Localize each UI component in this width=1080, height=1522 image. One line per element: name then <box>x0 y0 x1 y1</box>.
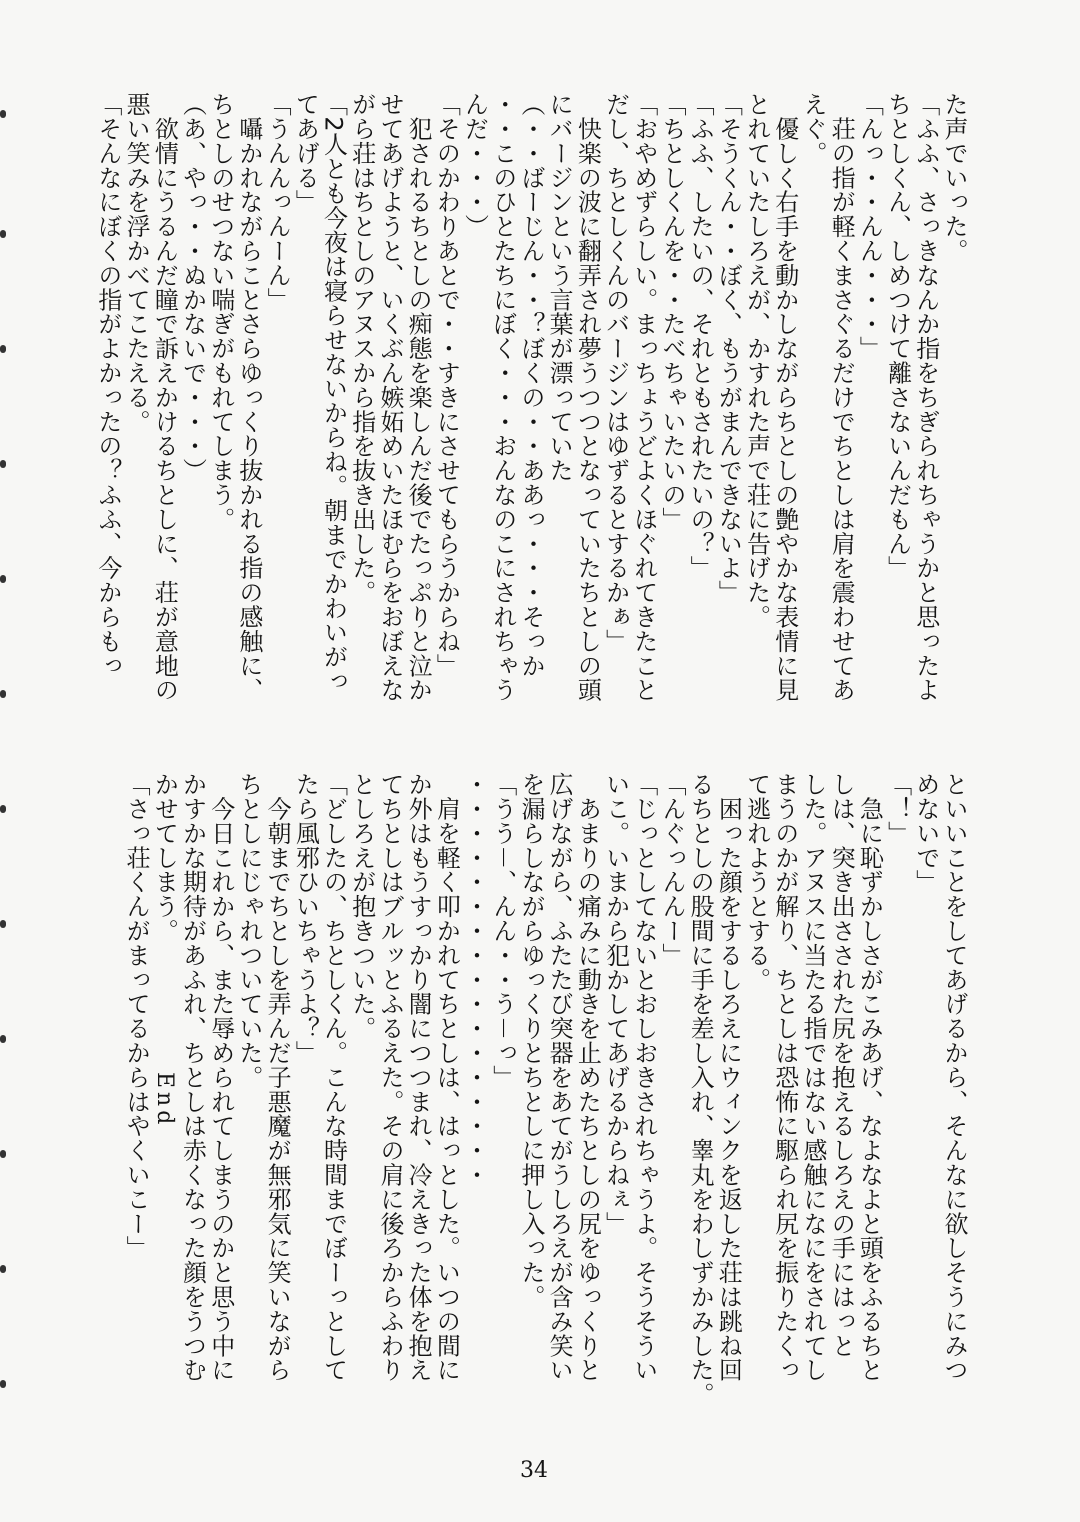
binding-hole <box>0 1265 6 1273</box>
text-column: 犯されるちとしの痴態を楽しんだ後でたっぷりと泣か <box>404 92 433 702</box>
text-column: 快楽の波に翻弄され夢うつつとなっていたちとしの頭 <box>573 92 602 702</box>
text-column: 「んぐっんんー」 <box>657 772 686 968</box>
binding-hole <box>0 110 6 118</box>
text-column: ちとしくん、しめつけて離さないんだもん」 <box>883 92 912 580</box>
text-column: 「！」 <box>883 772 912 846</box>
text-column: あまりの痛みに動きを止めたちとしの尻をゆっくりと <box>573 772 602 1382</box>
text-column: せてあげようと、いくぶん嫉妬めいたほむらをおぼえな <box>375 92 404 702</box>
binding-hole <box>0 920 6 928</box>
text-column: 「2人とも今夜は寝らせないからね。朝までかわいがっ <box>319 92 348 694</box>
binding-hole <box>0 1035 6 1043</box>
text-column: ちとしにじゃれついていた。 <box>234 772 263 1090</box>
text-column: てちとしはブルッとふるえた。その肩に後ろからふわり <box>375 772 404 1382</box>
text-column: かせてしまう。 <box>150 772 179 943</box>
story-text-lower-block <box>122 772 968 1422</box>
end-mark: End <box>152 1072 177 1129</box>
text-column: 広げながら、ふたたび突器をあてがうしろえが含み笑い <box>545 772 574 1382</box>
text-column: 「んっ・・んん・・・」 <box>855 92 884 361</box>
text-column: えぐ。 <box>798 92 827 166</box>
text-column: 今日これから、また辱められてしまうのかと思う中に <box>206 772 235 1382</box>
binding-hole <box>0 805 6 813</box>
page-number: 34 <box>520 1458 548 1483</box>
text-column: にバージンという言葉が漂っていた <box>545 92 574 483</box>
text-column: （・・ばーじん・・？ぼくの・・ああっ・・・そっか <box>516 92 545 678</box>
text-column: （あ、やっ・・ぬかないで・・・） <box>178 92 207 483</box>
text-column: 困った顔をするしろえにウィンクを返した荘は跳ね回 <box>714 772 743 1382</box>
text-column: 欲情にうるんだ瞳で訴えかけるちとしに、荘が意地の <box>150 92 179 702</box>
text-column: としろえが抱きついた。 <box>347 772 376 1041</box>
text-column: 肩を軽く叩かれてちとしは、はっとした。いつの間に <box>432 772 461 1382</box>
text-column: 「そのかわりあとで・・すきにさせてもらうからね」 <box>432 92 461 678</box>
text-column: 「そうくん・・ぼく、もうがまんできないよ」 <box>714 92 743 605</box>
text-column: か外はもうすっかり闇につつまれ、冷えきった体を抱え <box>404 772 433 1382</box>
text-column: まうのかが解り、ちとしは恐怖に駆られ尻を振りたくっ <box>770 772 799 1382</box>
text-column: 荘の指が軽くまさぐるだけでちとしは肩を震わせてあ <box>827 92 856 702</box>
text-column: 「さっ荘くんがまってるからはやくいこー」 <box>122 772 151 1260</box>
text-column: 「そんなにぼくの指がよかったの？ふふ、今からもっ <box>93 92 122 678</box>
text-column: かすかな期待があふれ、ちとしは赤くなった顔をうつむ <box>178 772 207 1382</box>
text-column: 「うんんっんーん」 <box>263 92 292 312</box>
text-column: しは、突き出さされた尻を抱えるしろえの手にはっと <box>827 772 856 1358</box>
text-column: 今朝までちとしを弄んだ子悪魔が無邪気に笑いながら <box>263 772 292 1382</box>
text-column: てあげる」 <box>291 92 320 214</box>
text-column: 「ふふ、したいの、それともされたいの？」 <box>686 92 715 580</box>
text-column: いこ。いまから犯かしてあげるからねぇ」 <box>601 772 630 1236</box>
text-column: を漏らしながらゆっくりとちとしに押し入った。 <box>516 772 545 1309</box>
text-column: だし、ちとしくんのバージンはゆずるとするかぁ」 <box>601 92 630 654</box>
text-column: た声でいった。 <box>940 92 968 263</box>
text-column: 「ふふ、さっきなんか指をちぎられちゃうかと思ったよ <box>911 92 940 702</box>
binding-hole <box>0 1150 6 1158</box>
text-column: した。アヌスに当たる指ではない感触になにをされてし <box>798 772 827 1382</box>
text-column: て逃れようとする。 <box>742 772 771 992</box>
text-column: ・・このひとたちにぼく・・・おんなのこにされちゃう <box>488 92 517 702</box>
text-column: たら風邪ひいちゃうよ？」 <box>291 772 320 1065</box>
binding-hole <box>0 230 6 238</box>
text-column: 「ちとしくんを・・たべちゃいたいの」 <box>657 92 686 532</box>
text-column: るちとしの股間に手を差し入れ、睾丸をわしずかみした。 <box>686 772 715 1407</box>
text-column: めないで」 <box>911 772 940 894</box>
text-column: 急に恥ずかしさがこみあげ、なよなよと頭をふるちと <box>855 772 884 1382</box>
text-column: がら荘はちとしのアヌスから指を抜き出した。 <box>347 92 376 605</box>
binding-hole <box>0 575 6 583</box>
story-text-upper-block <box>94 92 968 742</box>
binding-hole <box>0 690 6 698</box>
text-column: んだ・・・） <box>460 92 489 239</box>
binding-hole <box>0 345 6 353</box>
text-column: 「おやめずらしい。まっちょうどよくほぐれてきたこと <box>629 92 658 702</box>
binding-hole <box>0 1380 6 1388</box>
text-column: 囁かれながらことさらゆっくり抜かれる指の感触に、 <box>234 92 263 702</box>
text-column: ・・・・・・・・・・・・・・・・・ <box>460 772 489 1187</box>
text-column: 「うう－、んん・・う－っ」 <box>488 772 517 1090</box>
text-column: といいことをしてあげるから、そんなに欲しそうにみつ <box>940 772 968 1382</box>
text-column: 「じっとしてないとおしおきされちゃうよ。そうそうい <box>629 772 658 1382</box>
text-column: 「どしたの、ちとしくん。こんな時間までぼーっとして <box>319 772 348 1382</box>
text-column: とれていたしろえが、かすれた声で荘に告げた。 <box>742 92 771 629</box>
text-column: ちとしのせつない喘ぎがもれてしまう。 <box>206 92 235 532</box>
text-column: 悪い笑みを浮かべてこたえる。 <box>122 92 151 434</box>
binding-hole <box>0 460 6 468</box>
text-column: 優しく右手を動かしながらちとしの艶やかな表情に見 <box>770 92 799 702</box>
